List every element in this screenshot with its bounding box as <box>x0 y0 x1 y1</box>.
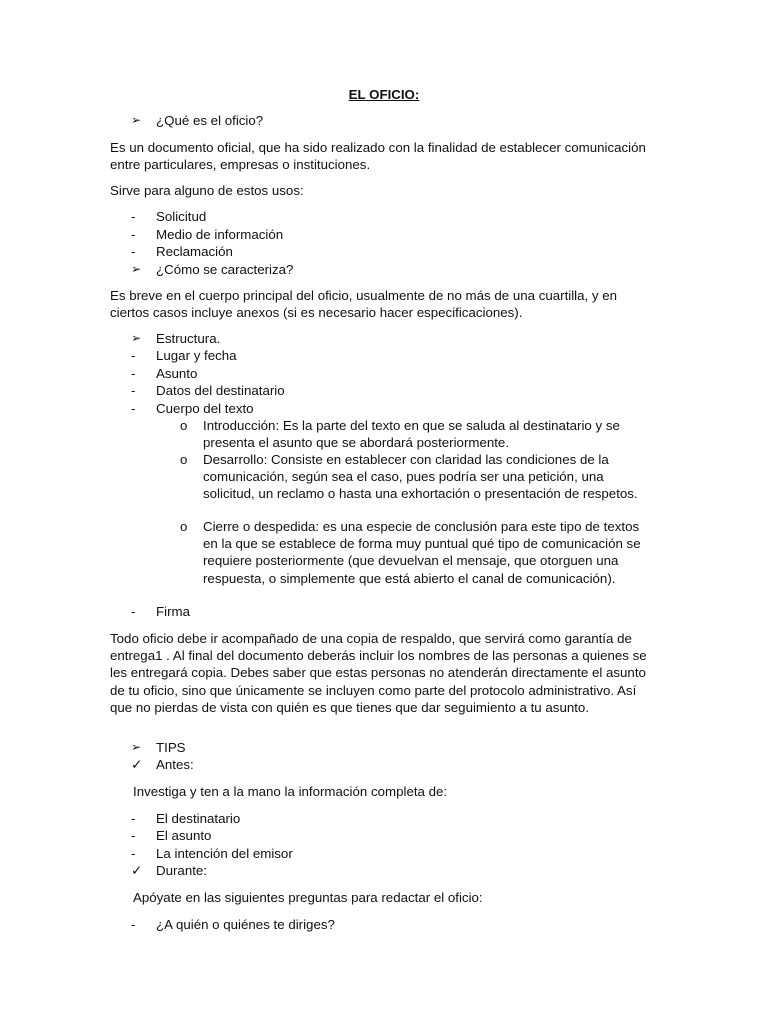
arrow-bullet-icon: ➢ <box>131 113 142 127</box>
dash-bullet-icon: - <box>131 383 136 398</box>
list-item-label: El asunto <box>156 828 212 843</box>
list-item-label: Medio de información <box>156 227 284 242</box>
list-item-label: Solicitud <box>156 209 207 224</box>
list-item <box>0 810 768 828</box>
list-item <box>0 208 768 226</box>
arrow-bullet-icon: ➢ <box>131 262 142 276</box>
list-item-label: El destinatario <box>156 811 241 826</box>
dash-bullet-icon: - <box>131 209 136 224</box>
section-heading: TIPS <box>156 740 186 755</box>
section-heading: Estructura. <box>156 331 221 346</box>
list-item <box>0 226 768 244</box>
list-item <box>0 243 768 261</box>
sub-list-item-text: Introducción: Es la parte del texto en que se saluda al destinatario y se presenta el asunto que se abordará posteriormente. <box>203 418 620 451</box>
sub-list-item-text: Cierre o despedida: es una especie de conclusión para este tipo de textos en la que se establece de forma muy puntual qué tipo de comunicación se requiere posteriormente (que devuelvan el mensaje, que otorguen una respuesta, o simplemente que está abierto el canal de comunicación). <box>203 519 641 586</box>
circle-bullet-icon: o <box>180 418 188 433</box>
list-item-label: Reclamación <box>156 244 233 259</box>
paragraph: Todo oficio debe ir acompañado de una copia de respaldo, que servirá como garantía de entrega1 . Al final del documento deberás incluir los nombres de las personas a quienes se les entregará copia. Debes saber que estas personas no atenderán directamente el asunto de tu oficio, sino que únicamente se incluyen como parte del protocolo administrativo. Así que no pierdas de vista con quién es que tienes que dar seguimiento a tu asunto. <box>110 631 647 715</box>
section-heading: Antes: <box>156 757 194 772</box>
paragraph: Investiga y ten a la mano la información completa de: <box>133 784 448 799</box>
dash-bullet-icon: - <box>131 846 136 861</box>
paragraph: Es breve en el cuerpo principal del oficio, usualmente de no más de una cuartilla, y en ciertos casos incluye anexos (si es necesario hacer especificaciones). <box>110 288 618 321</box>
circle-bullet-icon: o <box>180 452 188 467</box>
list-item <box>0 739 768 757</box>
circle-bullet-icon: o <box>180 519 188 534</box>
dash-bullet-icon: - <box>131 811 136 826</box>
list-item <box>0 261 768 279</box>
list-item <box>0 330 768 348</box>
list-item <box>0 756 768 774</box>
list-item <box>0 845 768 863</box>
list-item <box>0 400 768 418</box>
dash-bullet-icon: - <box>131 401 136 416</box>
arrow-bullet-icon: ➢ <box>131 331 142 345</box>
dash-bullet-icon: - <box>131 917 136 932</box>
paragraph: Apóyate en las siguientes preguntas para redactar el oficio: <box>133 890 483 905</box>
list-item <box>0 382 768 400</box>
document-title: EL OFICIO: <box>348 87 420 102</box>
list-item-label: La intención del emisor <box>156 846 293 861</box>
list-item <box>0 347 768 365</box>
dash-bullet-icon: - <box>131 348 136 363</box>
dash-bullet-icon: - <box>131 227 136 242</box>
list-item <box>0 365 768 383</box>
paragraph: Sirve para alguno de estos usos: <box>110 183 304 198</box>
dash-bullet-icon: - <box>131 828 136 843</box>
section-heading: Durante: <box>156 863 207 878</box>
section-heading: ¿Qué es el oficio? <box>156 113 264 128</box>
list-item-label: Cuerpo del texto <box>156 401 254 416</box>
list-item <box>0 112 768 130</box>
list-item <box>0 827 768 845</box>
list-item-label: Asunto <box>156 366 198 381</box>
list-item-label: Datos del destinatario <box>156 383 285 398</box>
list-item-label: ¿A quién o quiénes te diriges? <box>156 917 335 932</box>
checkmark-icon: ✓ <box>131 863 143 878</box>
list-item <box>0 916 768 934</box>
checkmark-icon: ✓ <box>131 757 143 772</box>
list-item-label: Lugar y fecha <box>156 348 237 363</box>
dash-bullet-icon: - <box>131 366 136 381</box>
paragraph: Es un documento oficial, que ha sido realizado con la finalidad de establecer comunicación entre particulares, empresas o instituciones. <box>110 140 646 173</box>
sub-list-item-text: Desarrollo: Consiste en establecer con claridad las condiciones de la comunicación, según sea el caso, pues podría ser una petición, una solicitud, un reclamo o hasta una exhortación o presentación de respetos. <box>203 452 638 502</box>
dash-bullet-icon: - <box>131 244 136 259</box>
list-item <box>0 603 768 621</box>
section-heading: ¿Cómo se caracteriza? <box>156 262 294 277</box>
arrow-bullet-icon: ➢ <box>131 740 142 754</box>
list-item-label: Firma <box>156 604 190 619</box>
list-item <box>0 862 768 880</box>
dash-bullet-icon: - <box>131 604 136 619</box>
